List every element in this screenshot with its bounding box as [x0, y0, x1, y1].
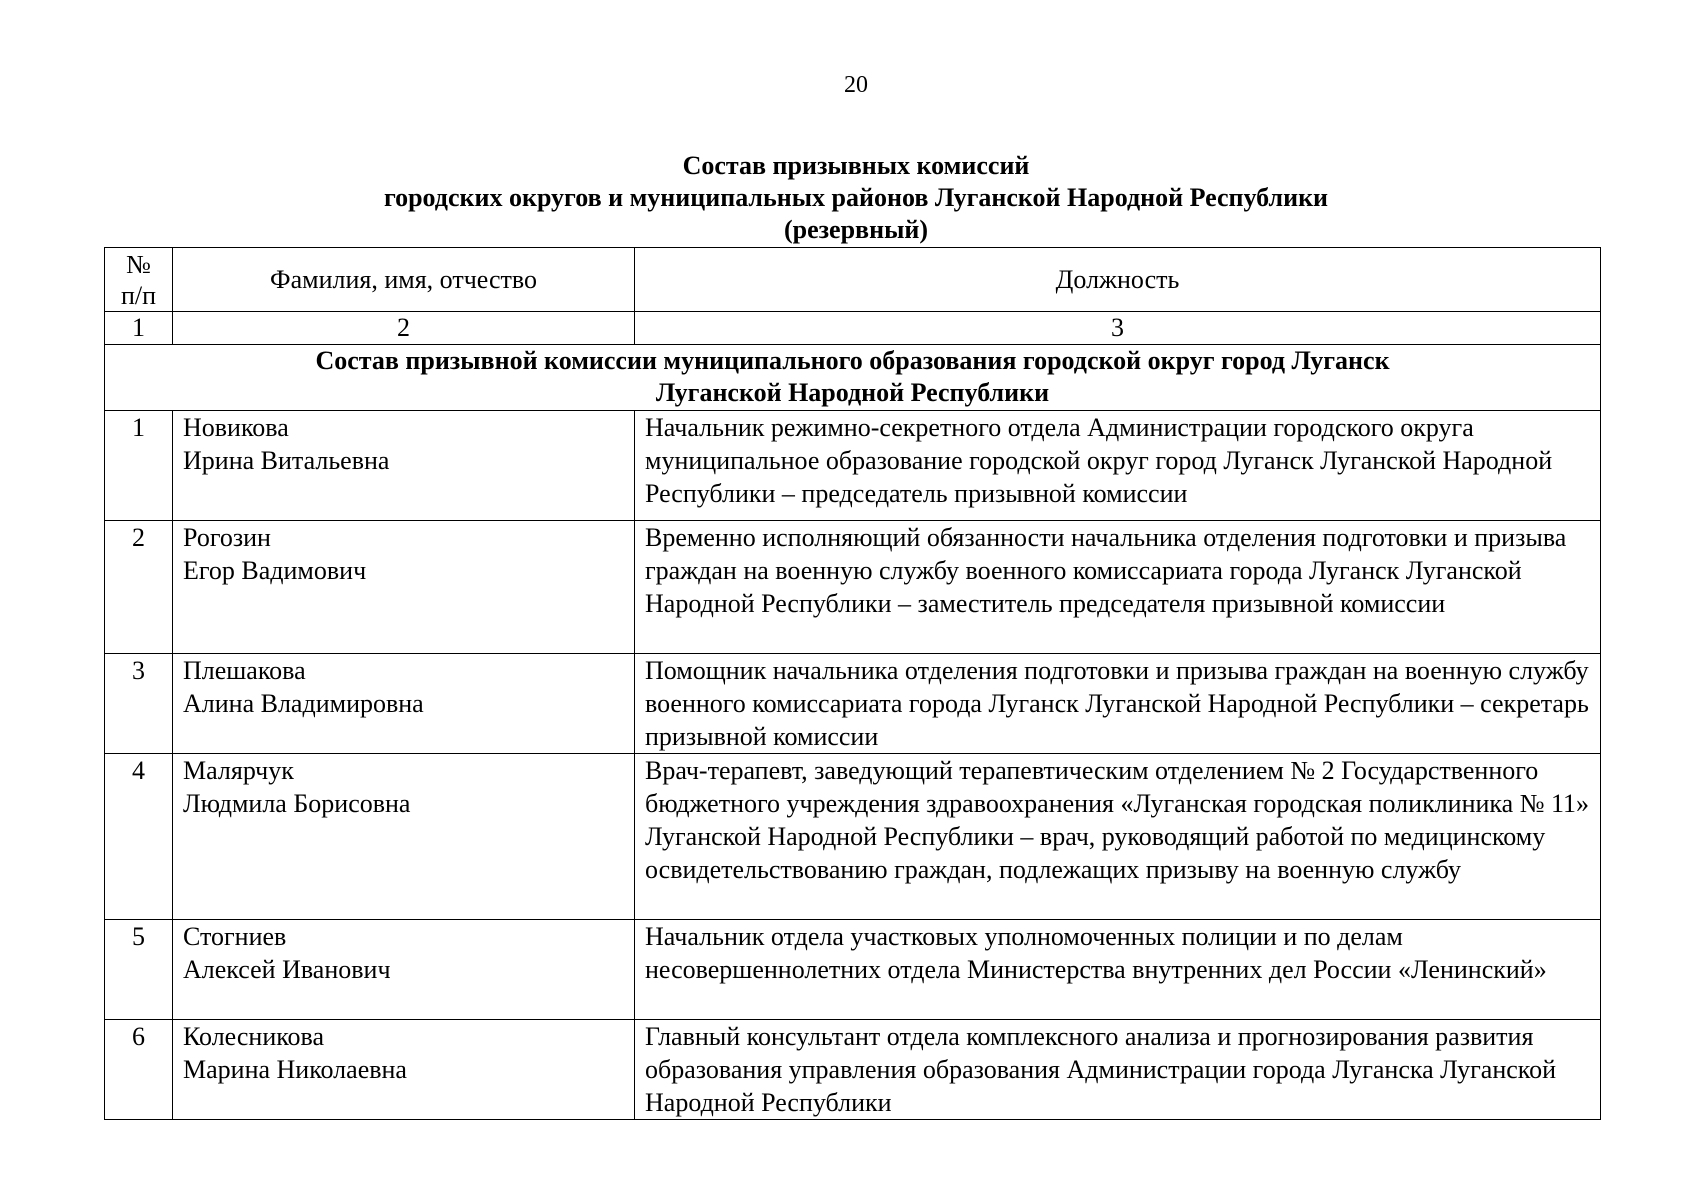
title-line-3: (резервный) — [783, 215, 929, 244]
member-surname: Рогозин — [183, 523, 271, 552]
position-column-header: Должность — [635, 248, 1601, 312]
member-given-names: Алина Владимировна — [183, 689, 424, 718]
row-number: 6 — [105, 1020, 173, 1120]
member-given-names: Алексей Иванович — [183, 955, 391, 984]
row-number: 4 — [105, 754, 173, 920]
member-surname: Малярчук — [183, 756, 294, 785]
section-heading-line-1: Состав призывной комиссии муниципального образования городской округ город Луганск — [315, 346, 1390, 375]
column-number: 1 — [105, 312, 173, 345]
member-given-names: Егор Вадимович — [183, 556, 367, 585]
member-surname: Колесникова — [183, 1022, 325, 1051]
member-name — [173, 1020, 635, 1120]
table-header-row — [105, 248, 1601, 312]
title-line-1: Состав призывных комиссий — [682, 151, 1030, 180]
number-header-abbrev: п/п — [120, 280, 157, 310]
column-number-row — [105, 312, 1601, 345]
member-name — [173, 754, 635, 920]
member-given-names: Ирина Витальевна — [183, 446, 390, 475]
number-header-symbol: № — [126, 249, 151, 279]
section-heading-row — [105, 345, 1601, 411]
name-column-header: Фамилия, имя, отчество — [173, 248, 635, 312]
column-number: 2 — [173, 312, 635, 345]
page-number: 20 — [844, 72, 868, 98]
member-name — [173, 521, 635, 654]
table-row — [105, 521, 1601, 654]
table-row — [105, 920, 1601, 1020]
member-name — [173, 411, 635, 521]
row-number: 3 — [105, 654, 173, 754]
table-row — [105, 411, 1601, 521]
column-number: 3 — [635, 312, 1601, 345]
row-number: 1 — [105, 411, 173, 521]
number-column-header — [105, 248, 173, 312]
table-row — [105, 654, 1601, 754]
member-surname: Плешакова — [183, 656, 306, 685]
section-heading — [105, 345, 1601, 411]
member-surname: Новикова — [183, 413, 289, 442]
member-name — [173, 654, 635, 754]
member-position: Начальник отдела участковых уполномоченных полиции и по делам несовершеннолетних отдела Министерства внутренних дел России «Ленинский» — [635, 920, 1601, 1020]
member-position: Главный консультант отдела комплексного анализа и прогнозирования развития образования управления образования Администрации города Луганска Луганской Народной Республики — [635, 1020, 1601, 1120]
member-position: Помощник начальника отделения подготовки и призыва граждан на военную службу военного комиссариата города Луганск Луганской Народной Республики – секретарь призывной комиссии — [635, 654, 1601, 754]
member-given-names: Марина Николаевна — [183, 1055, 407, 1084]
title-line-2: городских округов и муниципальных районов Луганской Народной Республики — [383, 183, 1329, 212]
document-title — [0, 150, 1697, 246]
table-row — [105, 1020, 1601, 1120]
table-row — [105, 754, 1601, 920]
member-surname: Стогниев — [183, 922, 287, 951]
member-given-names: Людмила Борисовна — [183, 789, 411, 818]
member-position: Врач-терапевт, заведующий терапевтическим отделением № 2 Государственного бюджетного учреждения здравоохранения «Луганская городская поликлиника № 11» Луганской Народной Республики – врач, руководящий работой по медицинскому освидетельствованию граждан, подлежащих призыву на военную службу — [635, 754, 1601, 920]
member-name — [173, 920, 635, 1020]
row-number: 2 — [105, 521, 173, 654]
commission-table — [104, 247, 1601, 1120]
member-position: Временно исполняющий обязанности начальника отделения подготовки и призыва граждан на военную службу военного комиссариата города Луганск Луганской Народной Республики – заместитель председателя призывной комиссии — [635, 521, 1601, 654]
member-position: Начальник режимно-секретного отдела Администрации городского округа муниципальное образование городской округ город Луганск Луганской Народной Республики – председатель призывной комиссии — [635, 411, 1601, 521]
row-number: 5 — [105, 920, 173, 1020]
section-heading-line-2: Луганской Народной Республики — [655, 378, 1050, 407]
